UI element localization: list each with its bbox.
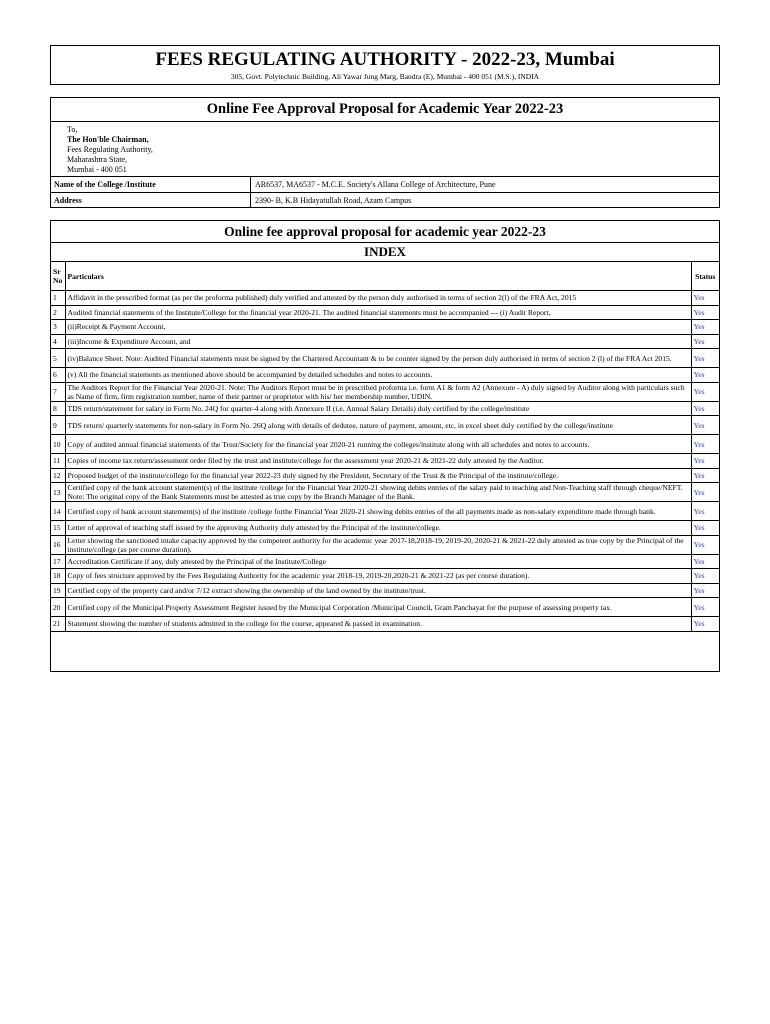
row-sr-number: 19	[51, 583, 65, 598]
col-header-status: Status	[691, 262, 719, 291]
row-status: Yes	[691, 535, 719, 554]
table-row	[51, 598, 719, 617]
row-particulars: Copies of income tax return/assessment order filed by the trust and institute/college for the assessment year 2020-21 & 2021-22 duly attested by the Auditor.	[65, 454, 691, 469]
table-row	[51, 617, 719, 632]
row-status: Yes	[691, 502, 719, 521]
row-particulars: Affidavit in the prescribed format (as per the proforma published) duly verified and attested by the person duly authorised in terms of section 2(l) of the FRA Act, 2015	[65, 291, 691, 306]
row-status: Yes	[691, 305, 719, 320]
row-status: Yes	[691, 291, 719, 306]
col-header-sr: Sr No	[51, 262, 65, 291]
row-sr-number: 18	[51, 569, 65, 584]
row-particulars: Copy of audited annual financial statements of the Trust/Society for the financial year 2020-21 running the colleges/institute along with all schedules and notes to accounts.	[65, 435, 691, 454]
row-sr-number: 13	[51, 483, 65, 502]
row-particulars: (iv)Balance Sheet. Note: Audited Financial statements must be signed by the Chartered Accountant & to be counter signed by the person duly authorised in terms of section 2 (l) of the FRA Act 2015.	[65, 349, 691, 368]
row-sr-number: 12	[51, 468, 65, 483]
row-sr-number: 3	[51, 320, 65, 335]
table-row	[51, 435, 719, 454]
row-sr-number: 10	[51, 435, 65, 454]
row-particulars: Letter of approval of teaching staff issued by the approving Authority duly attested by the Principal of the institute/college.	[65, 521, 691, 536]
row-sr-number: 20	[51, 598, 65, 617]
row-status: Yes	[691, 435, 719, 454]
row-particulars: Copy of fees structure approved by the Fees Regulating Authority for the academic year 2018-19, 2019-20,2020-21 & 2021-22 (as per course duration).	[65, 569, 691, 584]
row-particulars: Certified copy of bank account statement(s) of the institute /college forthe Financial Year 2020-21 showing debits entries of the all payments made as non-salary expenditure made through bank.	[65, 502, 691, 521]
proposal-section	[50, 97, 720, 208]
row-sr-number: 8	[51, 401, 65, 416]
row-status: Yes	[691, 617, 719, 632]
row-status: Yes	[691, 349, 719, 368]
table-row	[51, 468, 719, 483]
row-status: Yes	[691, 598, 719, 617]
table-row	[51, 320, 719, 335]
college-address-row	[51, 192, 719, 208]
row-status: Yes	[691, 454, 719, 469]
college-name-value: AR6537, MA6537 - M.C.E. Society's Allana College of Architecture, Pune	[255, 180, 496, 189]
col-header-particulars: Particulars	[65, 262, 691, 291]
row-particulars: (iii)Income & Expenditure Account, and	[65, 334, 691, 349]
row-status: Yes	[691, 468, 719, 483]
addressee-line: Mumbai - 400 051	[67, 165, 127, 174]
row-status: Yes	[691, 382, 719, 401]
table-row	[51, 305, 719, 320]
row-status: Yes	[691, 320, 719, 335]
table-row	[51, 334, 719, 349]
row-particulars: (ii)Receipt & Payment Account,	[65, 320, 691, 335]
table-header-row	[51, 262, 719, 291]
table-row	[51, 535, 719, 554]
row-status: Yes	[691, 401, 719, 416]
table-row	[51, 569, 719, 584]
proposal-title: Online Fee Approval Proposal for Academic Year 2022-23	[51, 98, 719, 122]
table-row	[51, 521, 719, 536]
row-status: Yes	[691, 334, 719, 349]
row-particulars: Audited financial statements of the Institute/College for the financial year 2020-21. The audited financial statements must be accompanied --- (i) Audit Report,	[65, 305, 691, 320]
row-particulars: Statement showing the number of students admitted in the college for the course, appeared & passed in examination.	[65, 617, 691, 632]
row-sr-number: 21	[51, 617, 65, 632]
index-title: Online fee approval proposal for academic year 2022-23	[51, 221, 719, 243]
row-status: Yes	[691, 521, 719, 536]
table-row	[51, 554, 719, 569]
row-particulars: Accreditation Certificate if any, duly attested by the Principal of the Institute/College	[65, 554, 691, 569]
table-row	[51, 349, 719, 368]
index-table	[51, 262, 719, 632]
row-particulars: Certified copy of the property card and/or 7/12 extract showing the ownership of the land owned by the institute/trust.	[65, 583, 691, 598]
row-particulars: Certified copy of the bank account statement(s) of the institute /college for the Financial Year 2020-21 showing debits entries of the salary paid to teaching and Non-Teaching staff through cheque/NEFT. Note: The original copy of the Bank Statements must be attested as true copy by the Branch Manager of the Bank.	[65, 483, 691, 502]
row-particulars: (v) All the financial statements as mentioned above should be accompanied by detailed schedules and notes to accounts.	[65, 368, 691, 383]
addressee-line: To,	[67, 125, 78, 134]
table-row	[51, 454, 719, 469]
row-sr-number: 2	[51, 305, 65, 320]
index-section	[50, 220, 720, 672]
table-row	[51, 416, 719, 435]
row-sr-number: 16	[51, 535, 65, 554]
college-name-row	[51, 176, 719, 192]
row-status: Yes	[691, 583, 719, 598]
row-particulars: TDS return/ quarterly statements for non-salary in Form No. 26Q along with details of dedutee, nature of payment, amount, etc, in excel sheet duly certified by the college/institute	[65, 416, 691, 435]
authority-title: FEES REGULATING AUTHORITY - 2022-23, Mumbai	[155, 49, 615, 70]
row-particulars: Letter showing the sanctioned intake capacity approved by the competent authority for the academic year 2017-18,2018-19, 2019-20, 2020-21 & 2021-22 duly attested as true copy by the Principal of the institute/college (as per course duration).	[65, 535, 691, 554]
college-address-value: 2390- B, K.B Hidayatullah Road, Azam Campus	[255, 196, 412, 205]
table-row	[51, 502, 719, 521]
row-status: Yes	[691, 483, 719, 502]
row-sr-number: 4	[51, 334, 65, 349]
row-sr-number: 6	[51, 368, 65, 383]
row-sr-number: 5	[51, 349, 65, 368]
row-status: Yes	[691, 569, 719, 584]
row-sr-number: 14	[51, 502, 65, 521]
row-particulars: Certified copy of the Municipal Property Assessment Register issued by the Municipal Corporation /Municipal Council, Gram Panchayat for the purpose of assessing property tax.	[65, 598, 691, 617]
row-particulars: TDS return/statement for salary in Form No. 24Q for quarter-4 along with Annexure II (i.e. Annual Salary Details) duly certified by the college/institute	[65, 401, 691, 416]
index-subtitle: INDEX	[51, 243, 719, 262]
row-sr-number: 7	[51, 382, 65, 401]
row-sr-number: 9	[51, 416, 65, 435]
row-sr-number: 11	[51, 454, 65, 469]
college-address-label: Address	[51, 193, 251, 208]
row-sr-number: 15	[51, 521, 65, 536]
table-row	[51, 583, 719, 598]
addressee-line: Maharashtra State,	[67, 155, 127, 164]
row-particulars: Proposed budget of the institute/college for the financial year 2022-23 duly signed by the President, Secretary of the Trust & the Principal of the institute/college.	[65, 468, 691, 483]
authority-address: 305, Govt. Polytechnic Building, Ali Yawar Jung Marg, Bandra (E), Mumbai - 400 051 (M.S.), INDIA	[230, 72, 540, 81]
row-sr-number: 1	[51, 291, 65, 306]
addressee-line: The Hon'ble Chairman,	[67, 135, 149, 144]
table-row	[51, 401, 719, 416]
row-particulars: The Auditors Report for the Financial Year 2020-21. Note: The Auditors Report must be in prescribed proforma i.e. form A1 & form A2 (Annexure - A) duly signed by Auditor along with particulars such as Name of firm, firm registration number, name of their partner or proprietor with his/ her membership number, UDIN.	[65, 382, 691, 401]
college-name-label: Name of the College /Institute	[51, 177, 251, 192]
table-row	[51, 382, 719, 401]
authority-header	[50, 45, 720, 85]
row-status: Yes	[691, 368, 719, 383]
table-row	[51, 483, 719, 502]
addressee-block	[51, 122, 719, 176]
table-row	[51, 291, 719, 306]
row-status: Yes	[691, 416, 719, 435]
row-sr-number: 17	[51, 554, 65, 569]
row-status: Yes	[691, 554, 719, 569]
table-row	[51, 368, 719, 383]
addressee-line: Fees Regulating Authority,	[67, 145, 153, 154]
